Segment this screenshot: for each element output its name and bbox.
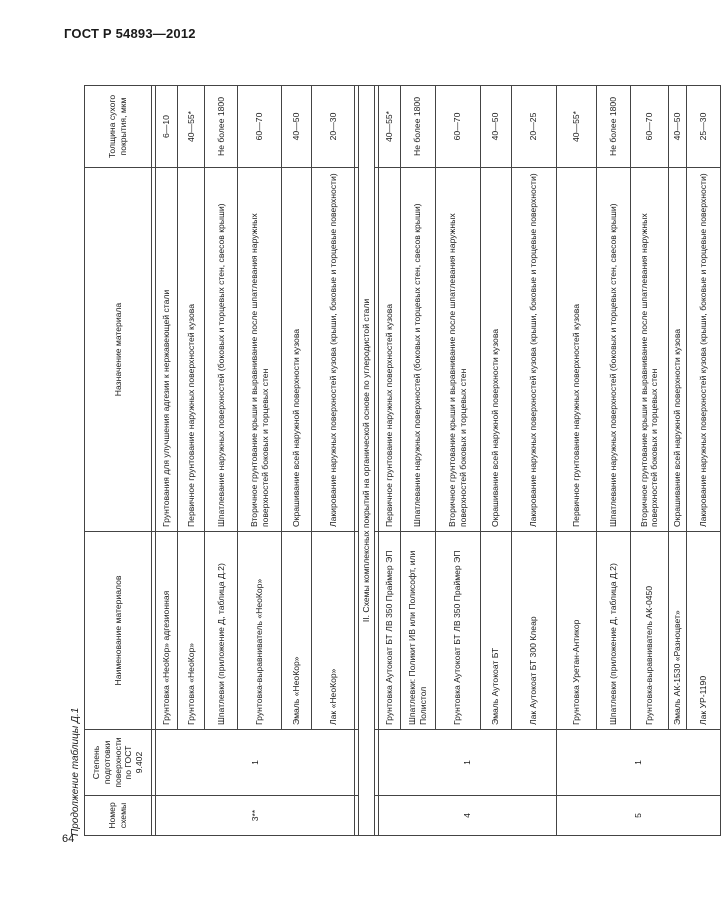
table-row [480,86,511,836]
purpose-cell: Лакирование наружных поверхностей кузова (крыши, боковые и торцевые поверхности) [312,168,355,532]
scheme-no-cell: 4 [378,796,556,836]
table-row [282,86,312,836]
material-cell: Лак «НеоКор» [312,532,355,730]
table-row [630,86,668,836]
thickness-cell: 60—70 [435,86,480,168]
material-cell: Грунтовка «НеоКор» адгезионная [156,532,178,730]
table-row [156,86,178,836]
scheme-no-cell: 5 [556,796,720,836]
header-thickness: Толщина сухого покрытия, мкм [85,86,152,168]
table-row [312,86,355,836]
section-title-row [359,86,375,836]
section-title: II. Схемы комплексных покрытий на органической основе по углеродистой стали [359,86,375,836]
purpose-cell: Первичное грунтование наружных поверхностей кузова [178,168,205,532]
thickness-cell: 40—50 [480,86,511,168]
material-cell: Эмаль «НеоКор» [282,532,312,730]
table-row [178,86,205,836]
purpose-cell: Грунтования для улучшения адгезии к нержавеющей стали [156,168,178,532]
purpose-cell: Окрашивание всей наружной поверхности кузова [480,168,511,532]
page-number: 64 [62,833,75,845]
thickness-cell: Не более 1800 [205,86,238,168]
purpose-cell: Окрашивание всей наружной поверхности кузова [282,168,312,532]
purpose-cell: Шпатлевание наружных поверхностей (боковых и торцевых стен, свесов крыши) [596,168,630,532]
table-row [668,86,686,836]
continuation-label: Продолжение таблицы Д.1 [70,707,81,836]
header-purpose: Назначение материала [85,168,152,532]
purpose-cell: Вторичное грунтование крыши и выравнивание после шпатлевания наружных поверхностей боковых и торцевых стен [238,168,282,532]
purpose-cell: Вторичное грунтование крыши и выравнивание после шпатлевания наружных поверхностей боковых и торцевых стен [435,168,480,532]
table-row [556,86,596,836]
thickness-cell: 20—25 [511,86,556,168]
material-cell: Грунтовка Уретан-Антикор [556,532,596,730]
material-cell: Грунтовка Аутокоат БТ ЛВ 350 Праймер ЭП [378,532,400,730]
material-cell: Лак УР-1190 [686,532,720,730]
material-cell: Эмаль Аутокоат БТ [480,532,511,730]
thickness-cell: Не более 1800 [596,86,630,168]
purpose-cell: Шпатлевание наружных поверхностей (боковых и торцевых стен, свесов крыши) [400,168,435,532]
thickness-cell: 60—70 [238,86,282,168]
purpose-cell: Лакирование наружных поверхностей кузова (крыши, боковые и торцевые поверхности) [686,168,720,532]
coating-schemes-table [84,85,721,836]
material-cell: Грунтовка-выравниватель «НеоКор» [238,532,282,730]
table-row [596,86,630,836]
table-header-row [85,86,152,836]
material-cell: Грунтовка-выравниватель АК-0450 [630,532,668,730]
material-cell: Шпатлевки: Поликит ИВ или Полисофт, или Полистол [400,532,435,730]
table-row [511,86,556,836]
table-row [435,86,480,836]
purpose-cell: Окрашивание всей наружной поверхности кузова [668,168,686,532]
table-row [238,86,282,836]
header-prep-degree: Степень подготовки поверхности по ГОСТ 9.402 [85,730,152,796]
table-row [400,86,435,836]
thickness-cell: Не более 1800 [400,86,435,168]
thickness-cell: 40—55* [378,86,400,168]
material-cell: Грунтовка «НеоКор» [178,532,205,730]
material-cell: Лак Аутокоат БТ 300 Клеар [511,532,556,730]
thickness-cell: 20—30 [312,86,355,168]
purpose-cell: Первичное грунтование наружных поверхностей кузова [556,168,596,532]
material-cell: Шпатлевки (приложение Д, таблица Д.2) [596,532,630,730]
document-header: ГОСТ Р 54893—2012 [64,26,196,41]
header-material-name: Наименование материалов [85,532,152,730]
rotated-table-region [70,86,708,836]
prep-degree-cell: 1 [556,730,720,796]
table-row [378,86,400,836]
thickness-cell: 6—10 [156,86,178,168]
prep-degree-cell: 1 [378,730,556,796]
material-cell: Шпатлевки (приложение Д, таблица Д.2) [205,532,238,730]
thickness-cell: 25—30 [686,86,720,168]
scheme-no-cell: 3** [156,796,355,836]
purpose-cell: Шпатлевание наружных поверхностей (боковых и торцевых стен, свесов крыши) [205,168,238,532]
table-row [205,86,238,836]
header-scheme-no: Номер схемы [85,796,152,836]
purpose-cell: Вторичное грунтование крыши и выравнивание после шпатлевания наружных поверхностей боковых и торцевых стен [630,168,668,532]
thickness-cell: 40—55* [178,86,205,168]
thickness-cell: 60—70 [630,86,668,168]
material-cell: Эмаль АК-1530 «Разноцвет» [668,532,686,730]
thickness-cell: 40—50 [668,86,686,168]
table-row [686,86,720,836]
purpose-cell: Первичное грунтование наружных поверхностей кузова [378,168,400,532]
material-cell: Грунтовка Аутокоат БТ ЛВ 350 Праймер ЭП [435,532,480,730]
prep-degree-cell: 1 [156,730,355,796]
thickness-cell: 40—55* [556,86,596,168]
thickness-cell: 40—50 [282,86,312,168]
purpose-cell: Лакирование наружных поверхностей кузова (крыши, боковые и торцевые поверхности) [511,168,556,532]
